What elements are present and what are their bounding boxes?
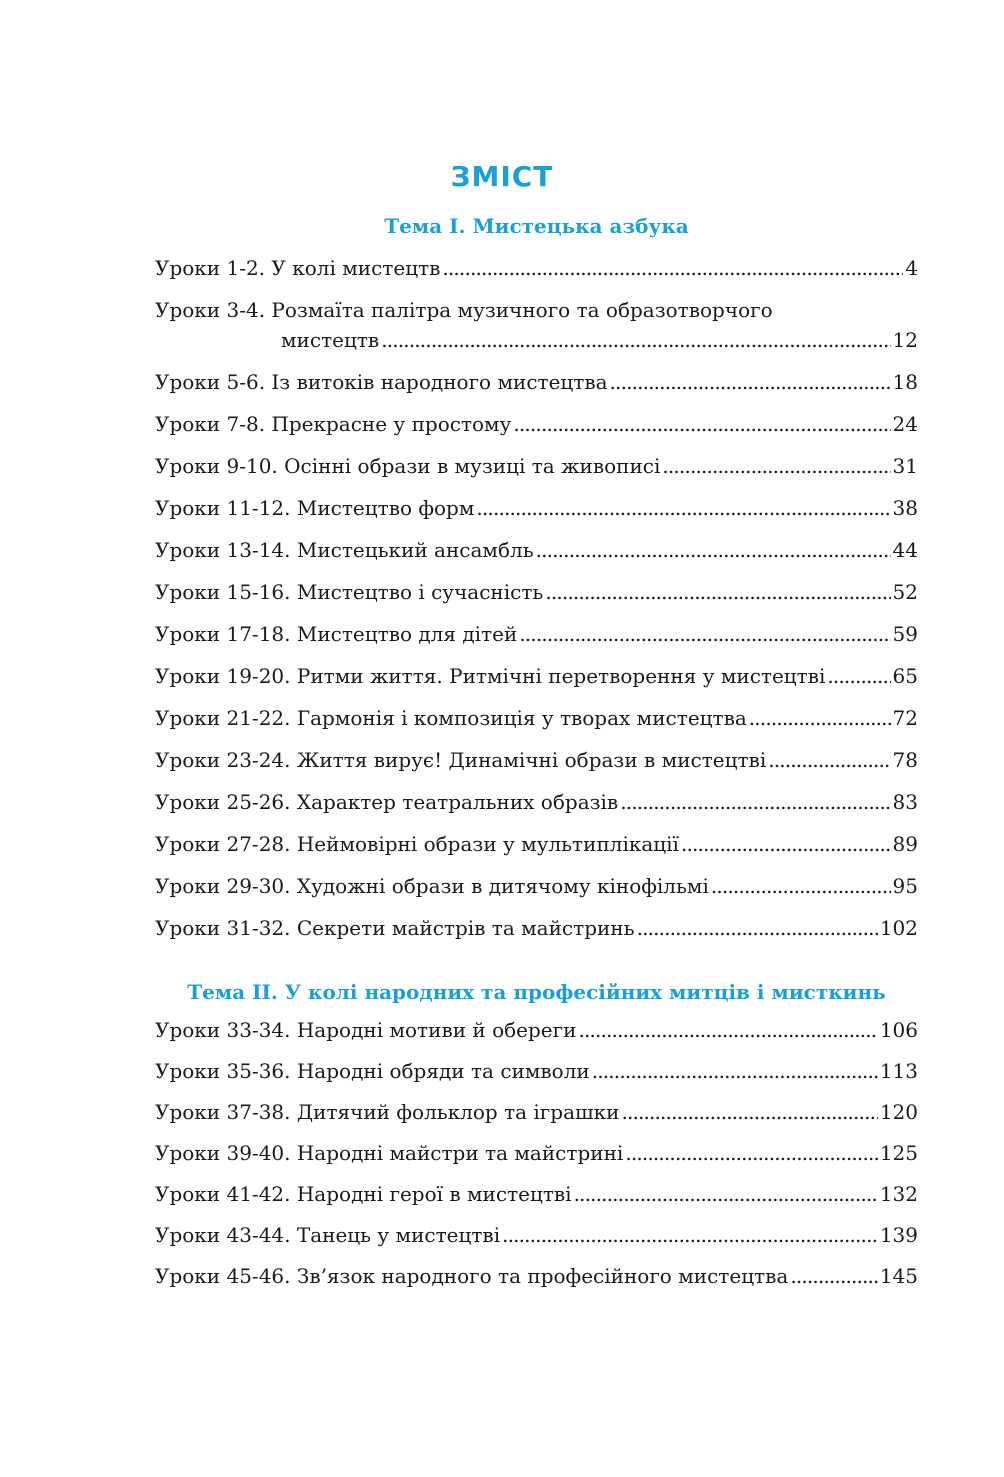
- page-number: 83: [892, 790, 918, 814]
- toc-entry[interactable]: Уроки 31-32. Секрети майстрів та майстринь . . . 102: [155, 916, 918, 946]
- toc-entry[interactable]: Уроки 1-2. У колі мистецтв . . . 4: [155, 256, 918, 286]
- toc-entry[interactable]: Уроки 13-14. Мистецький ансамбль . . . 44: [155, 538, 918, 568]
- page-number: 65: [892, 664, 918, 688]
- toc-entry[interactable]: Уроки 5-6. Із витоків народного мистецтва . . . 18: [155, 370, 918, 400]
- page-number: 18: [892, 370, 918, 394]
- page-number: 12: [892, 328, 918, 352]
- toc-entry[interactable]: Уроки 21-22. Гармонія і композиція у творах мистецтва . . . 72: [155, 706, 918, 736]
- toc-entry[interactable]: Уроки 45-46. Зв’язок народного та професійного мистецтва . . . 145: [155, 1264, 918, 1294]
- page-number: 38: [892, 496, 918, 520]
- toc-entry[interactable]: Уроки 43-44. Танець у мистецтві . . . 139: [155, 1223, 918, 1253]
- page-number: 139: [879, 1223, 918, 1247]
- toc-entry[interactable]: Уроки 33-34. Народні мотиви й обереги . . . 106: [155, 1018, 918, 1048]
- page-number: 59: [892, 622, 918, 646]
- page-number: 113: [879, 1059, 918, 1083]
- page-number: 72: [892, 706, 918, 730]
- page-number: 89: [892, 832, 918, 856]
- toc-entry[interactable]: Уроки 11-12. Мистецтво форм . . . 38: [155, 496, 918, 526]
- toc-entry[interactable]: Уроки 7-8. Прекрасне у простому . . . 24: [155, 412, 918, 442]
- page-number: 44: [892, 538, 918, 562]
- toc-entry[interactable]: Уроки 39-40. Народні майстри та майстрині . . . 125: [155, 1141, 918, 1171]
- toc-entry[interactable]: Уроки 17-18. Мистецтво для дітей . . . 59: [155, 622, 918, 652]
- toc-entry[interactable]: Уроки 23-24. Життя вирує! Динамічні образи в мистецтві . . . 78: [155, 748, 918, 778]
- page-number: 125: [879, 1141, 918, 1165]
- toc-entry[interactable]: Уроки 29-30. Художні образи в дитячому кінофільмі . . . 95: [155, 874, 918, 904]
- toc-entry[interactable]: Уроки 41-42. Народні герої в мистецтві . . . 132: [155, 1182, 918, 1212]
- section-heading-1: Тема І. Мистецька азбука: [384, 214, 689, 238]
- page-number: 106: [879, 1018, 918, 1042]
- page-number: 95: [892, 874, 918, 898]
- toc-entry-line1[interactable]: Уроки 3-4. Розмаїта палітра музичного та образотворчого: [155, 298, 773, 322]
- page-number: 4: [905, 256, 918, 280]
- toc-entry[interactable]: Уроки 25-26. Характер театральних образів . . . 83: [155, 790, 918, 820]
- toc-entry[interactable]: мистецтв . . . 12: [281, 328, 918, 358]
- page-number: 52: [892, 580, 918, 604]
- toc-entry[interactable]: Уроки 19-20. Ритми життя. Ритмічні перетворення у мистецтві . . . 65: [155, 664, 918, 694]
- toc-entry[interactable]: Уроки 37-38. Дитячий фольклор та іграшки . . . 120: [155, 1100, 918, 1130]
- page-number: 120: [879, 1100, 918, 1124]
- page-title: ЗМІСТ: [450, 160, 554, 193]
- toc-entry[interactable]: Уроки 9-10. Осінні образи в музиці та живописі . . . 31: [155, 454, 918, 484]
- page-number: 78: [892, 748, 918, 772]
- page-number: 132: [879, 1182, 918, 1206]
- page-number: 24: [892, 412, 918, 436]
- toc-entry[interactable]: Уроки 35-36. Народні обряди та символи . . . 113: [155, 1059, 918, 1089]
- page-number: 31: [892, 454, 918, 478]
- page-number: 145: [879, 1264, 918, 1288]
- toc-entry[interactable]: Уроки 27-28. Неймовірні образи у мультиплікації . . . 89: [155, 832, 918, 862]
- page-number: 102: [879, 916, 918, 940]
- section-heading-2: Тема ІІ. У колі народних та професійних митців і мисткинь: [187, 980, 886, 1004]
- toc-entry[interactable]: Уроки 15-16. Мистецтво і сучасність . . . 52: [155, 580, 918, 610]
